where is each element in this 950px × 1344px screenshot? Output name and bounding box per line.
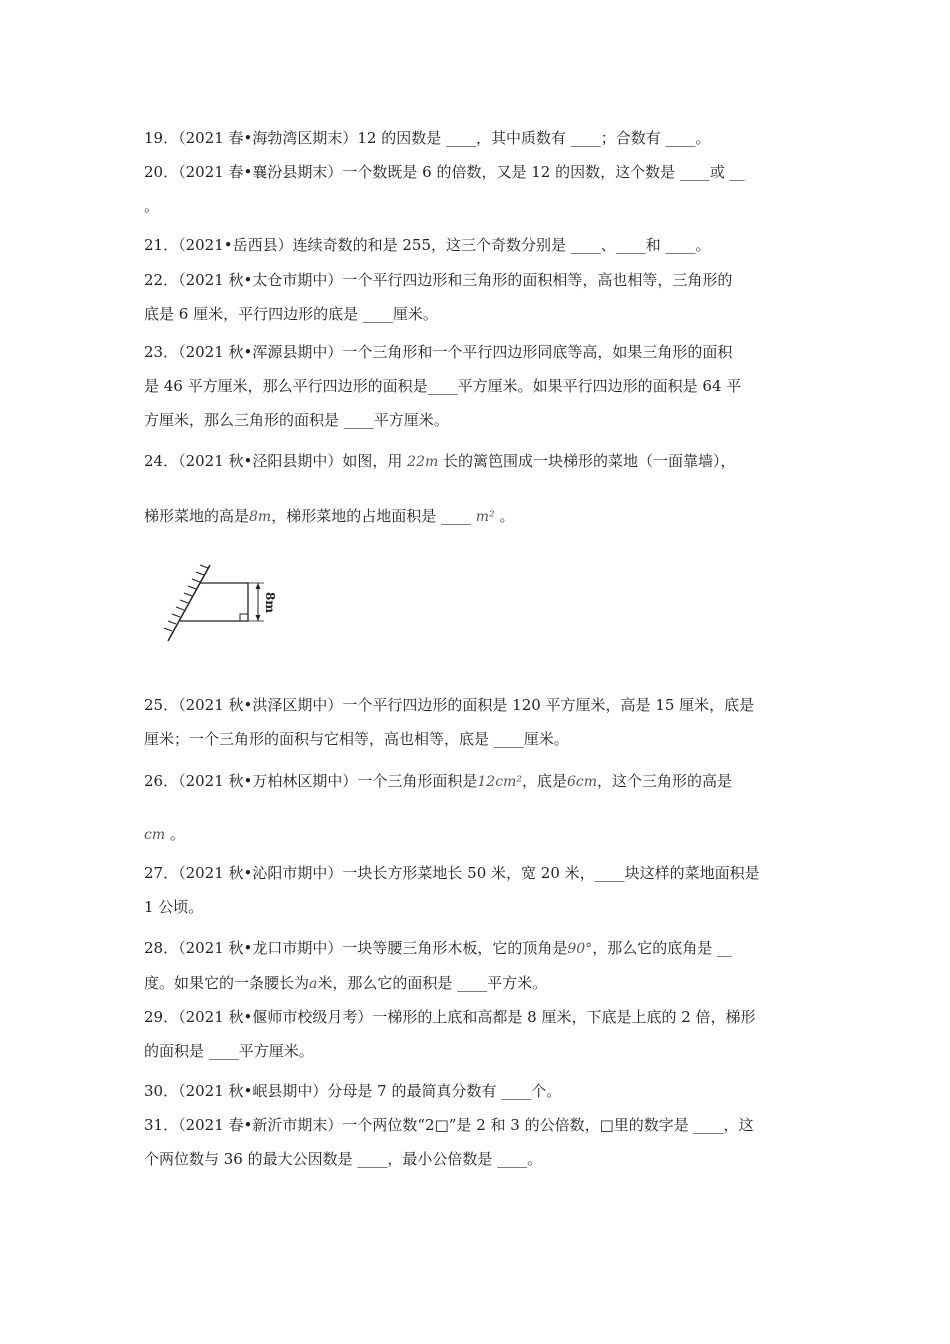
- question-27: [144, 856, 809, 924]
- question-line: 。: [144, 197, 160, 215]
- question-line: 23．（2021 秋•浑源县期中）一个三角形和一个平行四边形同底等高，如果三角形的面积: [144, 343, 733, 361]
- math-cm: cm: [144, 827, 166, 843]
- math-90deg: 90°: [567, 941, 593, 957]
- question-21: [144, 228, 809, 262]
- text-segment: ，那么它的底角是 __: [592, 939, 732, 957]
- question-20: [144, 155, 809, 223]
- question-19: [144, 121, 809, 155]
- question-29: [144, 1000, 809, 1068]
- text-segment: ，这个三角形的高是: [596, 772, 732, 790]
- question-line: 个两位数与 36 的最大公因数是 ____，最小公倍数是 ____。: [144, 1150, 543, 1168]
- question-line: 29．（2021 秋•偃师市校级月考）一梯形的上底和高都是 8 厘米，下底是上底的 2 倍，梯形: [144, 1008, 756, 1026]
- text-segment: ，底是: [521, 772, 567, 790]
- question-28: [144, 931, 809, 1001]
- question-30: [144, 1074, 809, 1108]
- question-line: 是 46 平方厘米，那么平行四边形的面积是____平方厘米。如果平行四边形的面积是 64 平: [144, 377, 742, 395]
- math-m2: m²: [475, 509, 495, 525]
- question-31: [144, 1108, 809, 1176]
- arrow-up-icon: [256, 583, 261, 589]
- text-segment: 梯形菜地的高是: [144, 507, 250, 525]
- question-line: 25．（2021 秋•洪泽区期中）一个平行四边形的面积是 120 平方厘米，高是 15 厘米，底是: [144, 696, 755, 714]
- right-angle-mark: [240, 614, 248, 621]
- question-line: [144, 931, 809, 966]
- question-line: 22．（2021 秋•太仓市期中）一个平行四边形和三角形的面积相等，高也相等，三角形的: [144, 271, 733, 289]
- question-24: [144, 444, 809, 534]
- math-22m: 22m: [407, 454, 439, 470]
- question-line: [144, 817, 809, 852]
- trapezoid-garden-figure: [160, 557, 280, 647]
- question-line: [144, 499, 809, 534]
- question-line: 的面积是 ____平方厘米。: [144, 1042, 314, 1060]
- question-22: [144, 263, 809, 331]
- question-line: 19．（2021 春•海勃湾区期末）12 的因数是 ____，其中质数有 ____；合数有 ____。: [144, 129, 711, 147]
- arrow-down-icon: [256, 615, 261, 621]
- math-6cm: 6cm: [566, 774, 597, 790]
- text-segment: 。: [499, 507, 515, 525]
- question-26: [144, 764, 809, 852]
- math-a: a: [309, 976, 318, 992]
- question-25: [144, 688, 809, 756]
- wall-line: [168, 565, 210, 641]
- text-segment: 长的篱笆围成一块梯形的菜地（一面靠墙），: [443, 452, 736, 470]
- question-line: [144, 444, 809, 479]
- question-line: 厘米；一个三角形的面积与它相等，高也相等，底是 ____厘米。: [144, 730, 569, 748]
- text-segment: 。: [169, 825, 185, 843]
- question-line: 1 公顷。: [144, 898, 204, 916]
- question-23: [144, 335, 809, 437]
- math-12cm2: 12cm²: [477, 774, 522, 790]
- text-segment: 24．（2021 秋•泾阳县期中）如图，用: [144, 452, 403, 470]
- text-segment: ，梯形菜地的占地面积是 ____: [271, 507, 471, 525]
- question-line: 21．（2021•岳西县）连续奇数的和是 255，这三个奇数分别是 ____、____和 ____。: [144, 236, 711, 254]
- question-line: 20．（2021 春•襄汾县期末）一个数既是 6 的倍数，又是 12 的因数，这个数是 ____或 __: [144, 163, 745, 181]
- text-segment: 米，那么它的面积是 ____平方米。: [317, 974, 548, 992]
- height-label: 8m: [263, 592, 277, 614]
- question-line: 27．（2021 秋•沁阳市期中）一块长方形菜地长 50 米，宽 20 米，____块这样的菜地面积是: [144, 864, 760, 882]
- math-8m: 8m: [249, 509, 272, 525]
- question-line: 31．（2021 春•新沂市期末）一个两位数“2□”是 2 和 3 的公倍数，□里的数字是 ____，这: [144, 1116, 754, 1134]
- question-line: [144, 764, 809, 799]
- text-segment: 28．（2021 秋•龙口市期中）一块等腰三角形木板，它的顶角是: [144, 939, 568, 957]
- text-segment: 26．（2021 秋•万柏林区期中）一个三角形面积是: [144, 772, 478, 790]
- question-line: 底是 6 厘米，平行四边形的底是 ____厘米。: [144, 305, 438, 323]
- question-line: 30．（2021 秋•岷县期中）分母是 7 的最简真分数有 ____个。: [144, 1082, 562, 1100]
- text-segment: 度。如果它的一条腰长为: [144, 974, 310, 992]
- question-line: 方厘米，那么三角形的面积是 ____平方厘米。: [144, 411, 449, 429]
- question-line: [144, 966, 809, 1001]
